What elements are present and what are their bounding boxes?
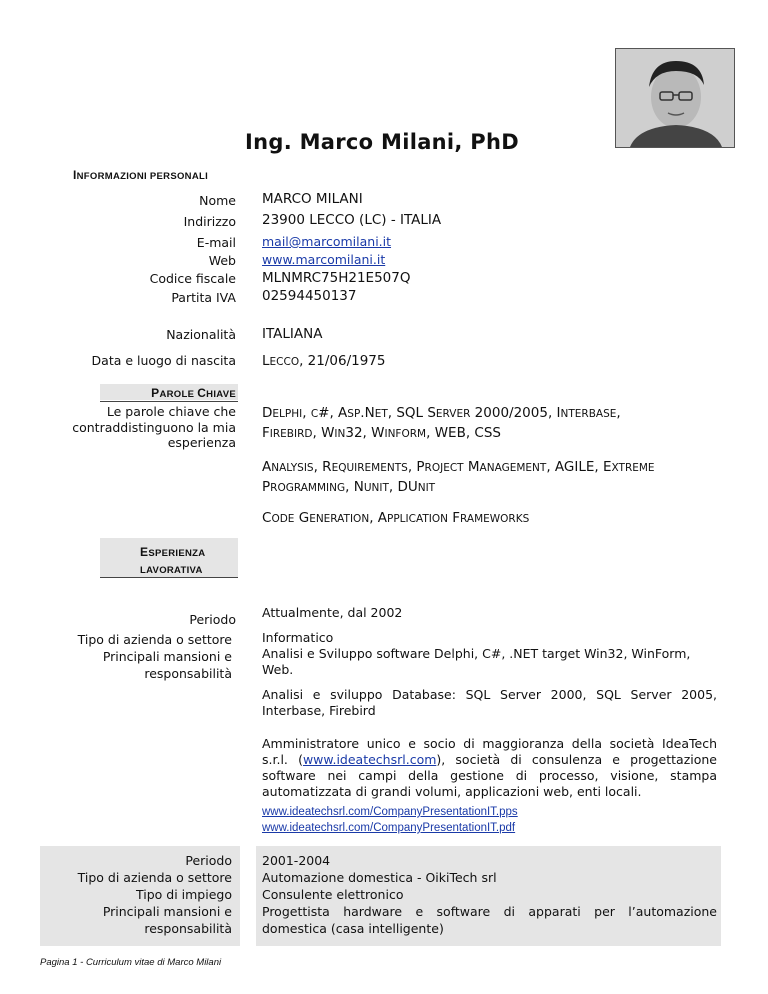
- keywords-description: Le parole chiave che contraddistinguono la mia esperienza: [72, 404, 236, 450]
- label-tipo-impiego-2: Tipo di impiego: [136, 887, 232, 902]
- company-presentation-pdf-link[interactable]: www.ideatechsrl.com/CompanyPresentationIT.pdf: [262, 822, 516, 834]
- label-partita-iva: Partita IVA: [171, 290, 236, 305]
- label-web: Web: [208, 253, 236, 268]
- label-periodo-1: Periodo: [189, 612, 236, 627]
- value-partita-iva: 02594450137: [262, 288, 357, 304]
- job-2-sector: Automazione domestica - OikiTech srl: [262, 870, 497, 885]
- job-2-type: Consulente elettronico: [262, 887, 404, 902]
- job-1-sector: Informatico: [262, 630, 334, 645]
- email-link[interactable]: mail@marcomilani.it: [262, 234, 392, 249]
- keywords-heading-rule: [100, 401, 238, 402]
- value-indirizzo: 23900 LECCO (LC) - ITALIA: [262, 212, 442, 228]
- website-link[interactable]: www.marcomilani.it: [262, 252, 386, 267]
- labels-job-1: [40, 631, 232, 682]
- person-photo-icon: [615, 48, 735, 148]
- label-indirizzo: Indirizzo: [183, 214, 236, 229]
- label-codice-fiscale: Codice fiscale: [149, 271, 236, 286]
- value-nazionalita: ITALIANA: [262, 326, 323, 342]
- label-data-nascita: Data e luogo di nascita: [91, 353, 236, 368]
- job-1-duties: Analisi e Sviluppo software Delphi, C#, .NET target Win32, WinForm, Web.: [262, 646, 691, 677]
- ideatech-link[interactable]: www.ideatechsrl.com: [302, 752, 437, 767]
- experience-heading-rule: [100, 577, 238, 578]
- job-2-duties: Progettista hardware e software di apparati per l’automazione domestica (casa intelligente): [262, 904, 717, 936]
- label-email: E-mail: [196, 235, 236, 250]
- cv-title: Ing. Marco Milani, PhD: [245, 130, 519, 154]
- experience-heading: ESPERIENZA LAVORATIVA: [140, 545, 206, 576]
- keywords-technologies: DELPHI, C#, ASP.NET, SQL SERVER 2000/2005, INTERBASE, FIREBIRD, WIN32, WINFORM, WEB, CSS: [262, 405, 621, 441]
- job-2-period: 2001-2004: [262, 853, 331, 868]
- value-codice-fiscale: MLNMRC75H21E507Q: [262, 270, 411, 286]
- job-1-database: Analisi e sviluppo Database: SQL Server 2000, SQL Server 2005, Interbase, Firebird: [262, 687, 717, 718]
- keywords-frameworks: CODE GENERATION, APPLICATION FRAMEWORKS: [262, 510, 530, 526]
- label-periodo-2: Periodo: [185, 853, 232, 868]
- label-settore-1: Tipo di azienda o settore: [77, 632, 232, 647]
- section-heading-personal: INFORMAZIONI PERSONALI: [73, 168, 209, 182]
- value-nome: MARCO MILANI: [262, 191, 363, 207]
- label-mansioni-2: Principali mansioni e responsabilità: [102, 904, 232, 936]
- keywords-methodologies: ANALYSIS, REQUIREMENTS, PROJECT MANAGEMENT, AGILE, EXTREME PROGRAMMING, NUNIT, DUNIT: [262, 459, 655, 495]
- labels-job-2: [40, 852, 232, 937]
- value-periodo-1: Attualmente, dal 2002: [262, 605, 403, 620]
- page-footer: Pagina 1 - Curriculum vitae di Marco Milani: [40, 957, 222, 968]
- job-1-admin: Amministratore unico e socio di maggioranza della società IdeaTech s.r.l. (www.ideatechsrl.com), società di consulenza e progettazione software nei campi della gestione di processo, visione, stampa automatizzata di grandi volumi, applicazioni web, enti locali.: [262, 736, 717, 799]
- keywords-heading: PAROLE CHIAVE: [151, 386, 236, 400]
- label-nome: Nome: [199, 193, 236, 208]
- label-nazionalita: Nazionalità: [166, 327, 236, 342]
- label-settore-2: Tipo di azienda o settore: [77, 870, 232, 885]
- label-mansioni-1: Principali mansioni e responsabilità: [102, 649, 232, 681]
- value-data-nascita: LECCO, 21/06/1975: [262, 353, 386, 369]
- values-job-2: [262, 852, 717, 937]
- company-presentation-pps-link[interactable]: www.ideatechsrl.com/CompanyPresentationIT.pps: [262, 806, 518, 818]
